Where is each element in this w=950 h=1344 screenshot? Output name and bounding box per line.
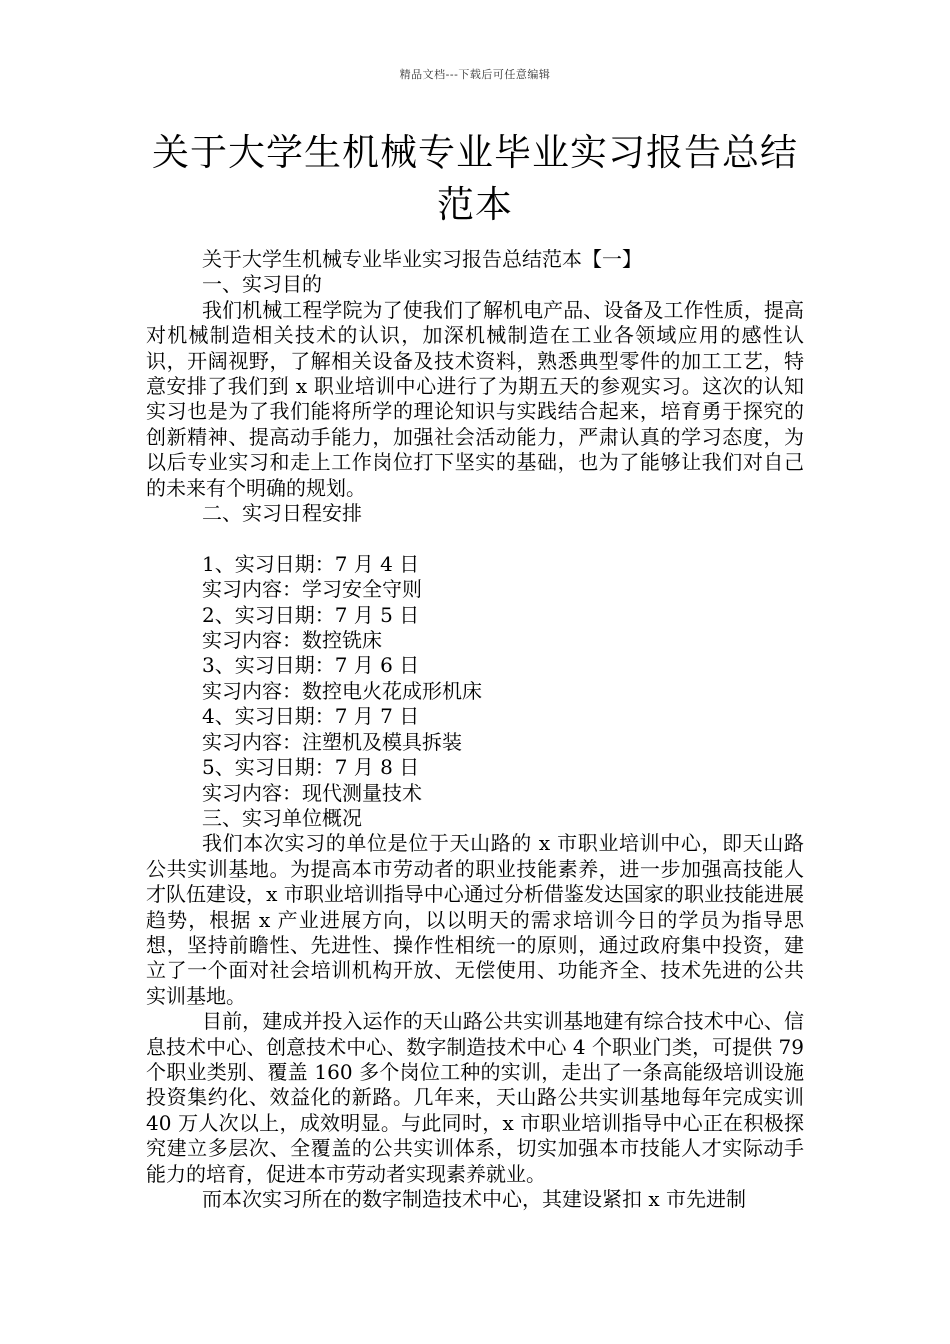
schedule-date: 1、实习日期：7 月 4 日 (202, 551, 420, 576)
paragraph-unit-digital: 而本次实习所在的数字制造技术中心，其建设紧扣 x 市先进制 (202, 1187, 746, 1212)
schedule-content: 实习内容：学习安全守则 (202, 577, 422, 602)
schedule-content: 实习内容：现代测量技术 (202, 780, 422, 805)
subtitle-line: 关于大学生机械专业毕业实习报告总结范本【一】 (202, 247, 642, 271)
paragraph-purpose: 我们机械工程学院为了使我们了解机电产品、设备及工作性质，提高对机械制造相关技术的认识，加深机械制造在工业各领域应用的感性认识，开阔视野，了解相关设备及技术资料，熟悉典型零件的加工工艺，特意安排了我们到 x 职业培训中心进行了为期五天的参观实习。这次的认知实习也是为了我们能将所学的理论知识与实践结合起来，培育勇于探究的创新精神、提高动手能力，加强社会活动能力，严肃认真的学习态度，为以后专业实习和走上工作岗位打下坚实的基础，也为了能够让我们对自己的未来有个明确的规划。 (146, 297, 804, 500)
schedule-content: 实习内容：注塑机及模具拆装 (202, 729, 462, 754)
schedule-content: 实习内容：数控电火花成形机床 (202, 678, 482, 703)
section-heading-unit: 三、实习单位概况 (202, 805, 362, 830)
document-body (146, 247, 804, 1212)
header-note: 精品文档---下载后可任意编辑 (399, 68, 551, 81)
section-heading-purpose: 一、实习目的 (202, 272, 322, 297)
document-title: 关于大学生机械专业毕业实习报告总结范本 (152, 131, 798, 226)
schedule-content: 实习内容：数控铣床 (202, 628, 382, 653)
blank-line (146, 526, 804, 551)
schedule-date: 3、实习日期：7 月 6 日 (202, 653, 420, 678)
schedule-date: 4、实习日期：7 月 7 日 (202, 704, 420, 729)
schedule-date: 2、实习日期：7 月 5 日 (202, 602, 420, 627)
paragraph-unit-intro: 我们本次实习的单位是位于天山路的 x 市职业培训中心，即天山路公共实训基地。为提高本市劳动者的职业技能素养，进一步加强高技能人才队伍建设，x 市职业培训指导中心通过分析借鉴发达国家的职业技能进展趋势，根据 x 产业进展方向，以以明天的需求培训今日的学员为指导思想，坚持前瞻性、先进性、操作性相统一的原则，通过政府集中投资，建立了一个面对社会培训机构开放、无偿使用、功能齐全、技术先进的公共实训基地。 (146, 831, 804, 1008)
section-heading-schedule: 二、实习日程安排 (202, 501, 362, 526)
schedule-date: 5、实习日期：7 月 8 日 (202, 755, 420, 780)
paragraph-unit-current: 目前，建成并投入运作的天山路公共实训基地建有综合技术中心、信息技术中心、创意技术中心、数字制造技术中心 4 个职业门类，可提供 79 个职业类别、覆盖 160 多个岗位工种的实训，走出了一条高能级培训设施投资集约化、效益化的新路。几年来，天山路公共实训基地每年完成实训 40 万人次以上，成效明显。与此同时，x 市职业培训指导中心正在积极探究建立多层次、全覆盖的公共实训体系，切实加强本市技能人才实际动手能力的培育，促进本市劳动者实现素养就业。 (146, 1009, 804, 1186)
